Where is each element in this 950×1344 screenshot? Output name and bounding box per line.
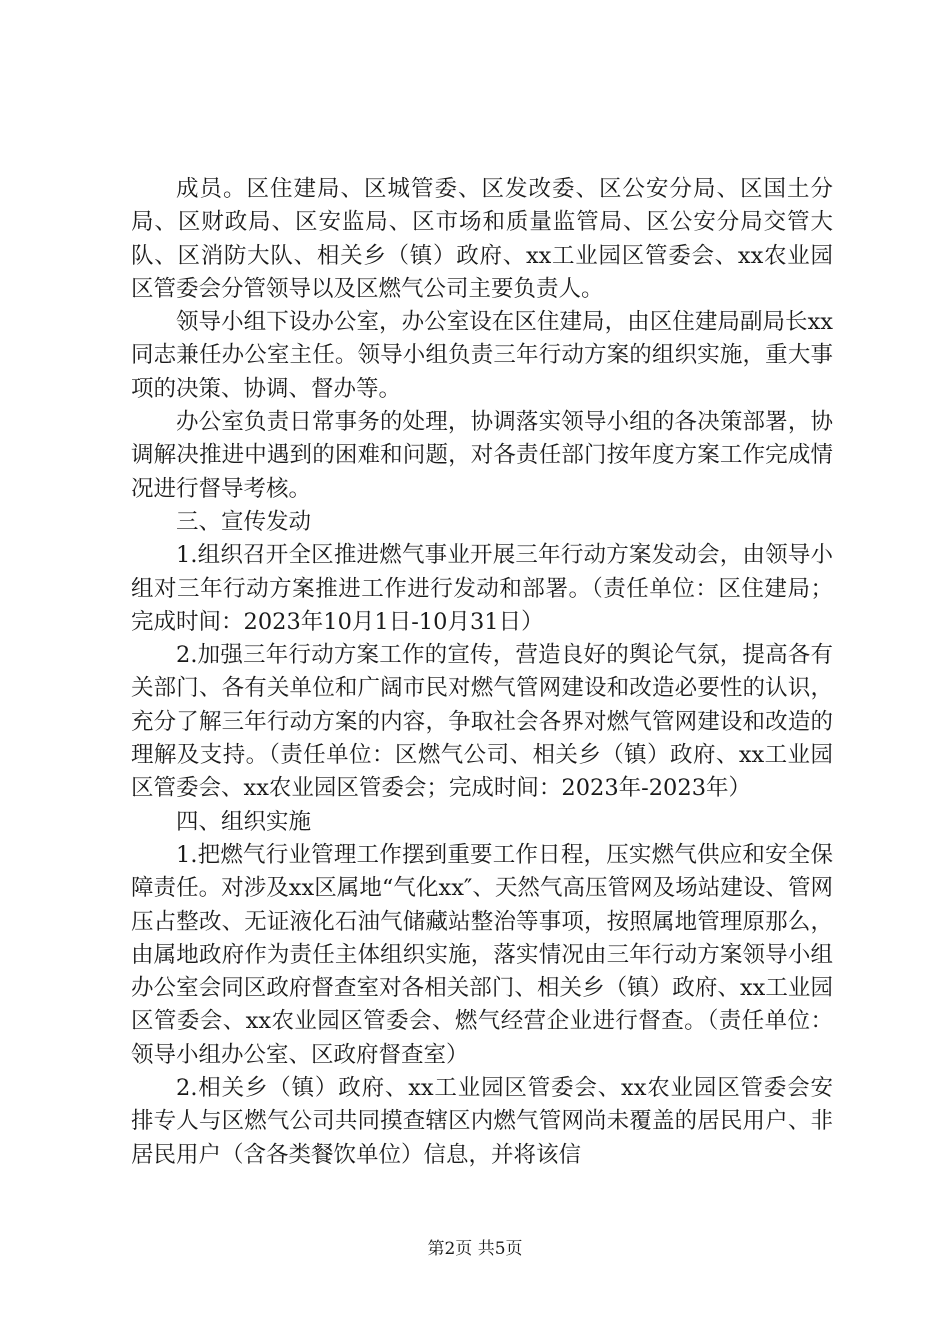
paragraph-office-setup: 领导小组下设办公室，办公室设在区住建局，由区住建局副局长xx同志兼任办公室主任。领导小组负责三年行动方案的组织实施，重大事项的决策、协调、督办等。	[131, 309, 833, 402]
paragraph-publicity-2: 2.加强三年行动方案工作的宣传，营造良好的舆论气氛，提高各有关部门、各有关单位和广阔市民对燃气管网建设和改造必要性的认识，充分了解三年行动方案的内容，争取社会各界对燃气管网建设和改造的理解及支持。（责任单位：区燃气公司、相关乡（镇）政府、xx工业园区管委会、xx农业园区管委会；完成时间：2023年-2023年）	[131, 642, 833, 802]
section-heading-implementation: 四、组织实施	[176, 808, 312, 835]
paragraph-implementation-1: 1.把燃气行业管理工作摆到重要工作日程，压实燃气供应和安全保障责任。对涉及xx区属地“气化xx″、天然气高压管网及场站建设、管网压占整改、无证液化石油气储藏站整治等事项，按照属地管理原那么，由属地政府作为责任主体组织实施，落实情况由三年行动方案领导小组办公室会同区政府督查室对各相关部门、相关乡（镇）政府、xx工业园区管委会、xx农业园区管委会、燃气经营企业进行督查。（责任单位：领导小组办公室、区政府督查室）	[131, 841, 833, 1068]
document-body	[131, 173, 833, 1172]
paragraph-implementation-2: 2.相关乡（镇）政府、xx工业园区管委会、xx农业园区管委会安排专人与区燃气公司共同摸查辖区内燃气管网尚未覆盖的居民用户、非居民用户（含各类餐饮单位）信息，并将该信	[131, 1075, 833, 1168]
paragraph-publicity-1: 1.组织召开全区推进燃气事业开展三年行动方案发动会，由领导小组对三年行动方案推进工作进行发动和部署。（责任单位：区住建局；完成时间：2023年10月1日-10月31日）	[131, 542, 833, 635]
section-heading-publicity: 三、宣传发动	[176, 508, 312, 535]
page-number-footer: 第2页 共5页	[427, 1239, 523, 1259]
paragraph-office-duties: 办公室负责日常事务的处理，协调落实领导小组的各决策部署，协调解决推进中遇到的困难和问题，对各责任部门按年度方案工作完成情况进行督导考核。	[131, 409, 833, 502]
paragraph-members: 成员。区住建局、区城管委、区发改委、区公安分局、区国土分局、区财政局、区安监局、区市场和质量监管局、区公安分局交管大队、区消防大队、相关乡（镇）政府、xx工业园区管委会、xx农业园区管委会分管领导以及区燃气公司主要负责人。	[131, 176, 833, 302]
